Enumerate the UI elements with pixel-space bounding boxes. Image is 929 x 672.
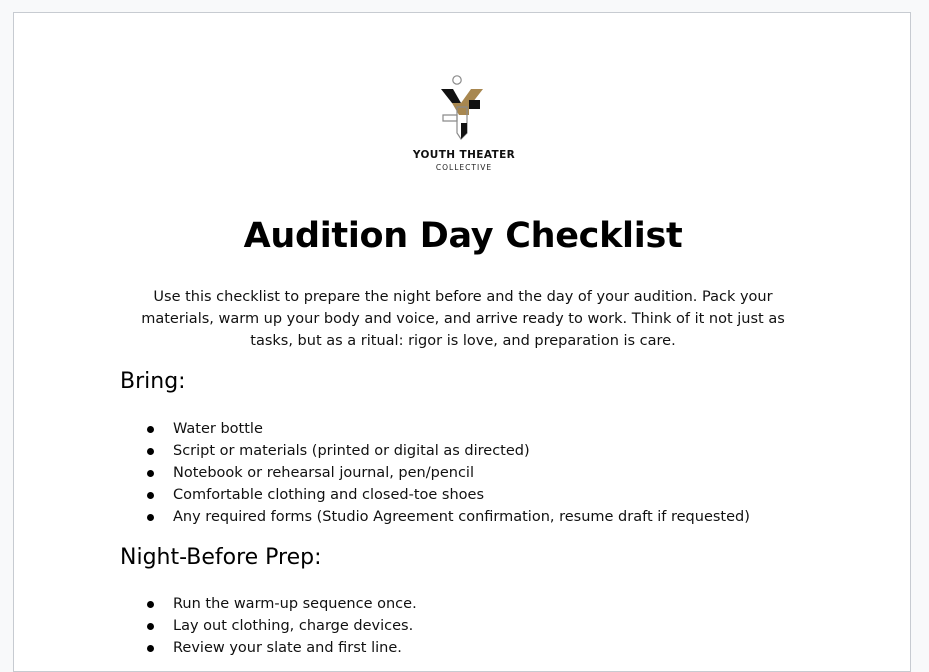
section-heading-night-before: Night-Before Prep: [120,545,322,570]
list-item-text: Lay out clothing, charge devices. [173,618,414,634]
night-before-list [147,593,417,659]
bring-list [147,418,750,528]
bullet-icon [147,623,154,630]
list-item [147,506,750,528]
list-item-text: Run the warm-up sequence once. [173,596,417,612]
logo-name: YOUTH THEATER [412,149,516,161]
intro-paragraph: Use this checklist to prepare the night before and the day of your audition. Pack your materials, warm up your body and voice, and arrive ready to work. Think of it not just as tasks, but as a ritual: rigor is love, and preparation is care. [141,289,785,349]
list-item-text: Water bottle [173,421,263,437]
page-title: Audition Day Checklist [243,216,683,256]
bullet-icon [147,448,154,455]
document-page [13,12,911,672]
bullet-icon [147,601,154,608]
list-item-text: Comfortable clothing and closed-toe shoes [173,487,485,503]
bullet-icon [147,470,154,477]
list-item [147,440,750,462]
list-item-text: Any required forms (Studio Agreement confirmation, resume draft if requested) [173,509,750,525]
bullet-icon [147,426,154,433]
list-item [147,462,750,484]
list-item [147,418,750,440]
list-item [147,484,750,506]
logo-mark-icon [439,75,489,147]
list-item [147,637,417,659]
bullet-icon [147,492,154,499]
bullet-icon [147,645,154,652]
list-item-text: Review your slate and first line. [173,640,402,656]
list-item-text: Script or materials (printed or digital as directed) [173,443,530,459]
bullet-icon [147,514,154,521]
logo-subtitle: COLLECTIVE [435,163,493,172]
list-item [147,615,417,637]
section-heading-bring: Bring: [120,369,186,394]
list-item [147,593,417,615]
list-item-text: Notebook or rehearsal journal, pen/pencil [173,465,474,481]
youth-theater-logo [409,75,519,175]
